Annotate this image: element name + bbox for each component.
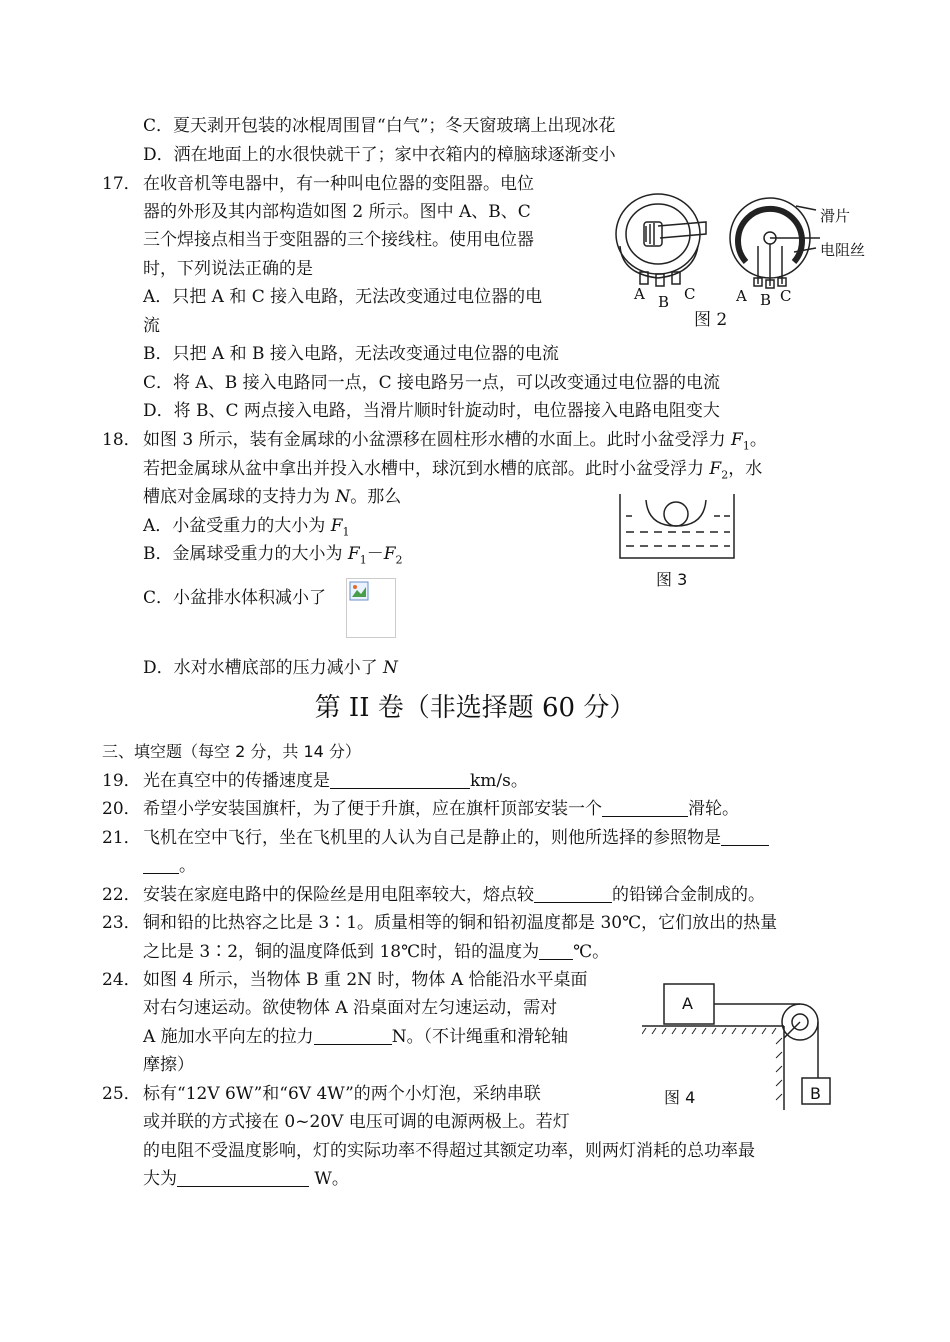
answer-blank[interactable] bbox=[314, 1024, 392, 1045]
q21-text: 飞机在空中飞行，坐在飞机里的人认为自己是静止的，则他所选择的参照物是 bbox=[143, 824, 769, 853]
q18-option-b: B．金属球受重力的大小为 $F_1-F_2$ bbox=[143, 544, 403, 567]
slider-label: 滑片 bbox=[820, 207, 851, 225]
q17-option-b: B．只把 A 和 B 接入电路，无法改变通过电位器的电流 bbox=[143, 344, 559, 364]
pin-c-label: C bbox=[780, 287, 792, 305]
q19-text: 光在真空中的传播速度是 km/s。 bbox=[143, 767, 528, 796]
q17-stem-line: 三个焊接点相当于变阻器的三个接线柱。使用电位器 bbox=[143, 230, 534, 250]
broken-image-placeholder bbox=[346, 578, 396, 638]
q23-number: 23． bbox=[102, 913, 141, 933]
q19-number: 19． bbox=[102, 771, 141, 791]
answer-blank[interactable] bbox=[534, 882, 612, 903]
pin-b-label: B bbox=[658, 293, 670, 311]
q24-line: A 施加水平向左的拉力 N。（不计绳重和滑轮轴 bbox=[143, 1023, 568, 1052]
answer-blank[interactable] bbox=[539, 939, 573, 960]
figure-3-water-tank bbox=[618, 492, 738, 592]
q18-stem-line: 槽底对金属球的支持力为 N。那么 bbox=[143, 487, 402, 507]
answer-blank[interactable] bbox=[143, 853, 179, 874]
q25-line: 的电阻不受温度影响，灯的实际功率不得超过其额定功率，则两灯消耗的总功率最 bbox=[143, 1141, 755, 1161]
q17-option-a: A．只把 A 和 C 接入电路，无法改变通过电位器的电 bbox=[143, 287, 543, 307]
q18-stem-line: 如图 3 所示，装有金属球的小盆漂移在圆柱形水槽的水面上。此时小盆受浮力 $F_1$。 bbox=[143, 430, 767, 453]
q24-line: 对右匀速运动。欲使物体 A 沿桌面对左匀速运动，需对 bbox=[143, 998, 558, 1018]
q22-number: 22． bbox=[102, 885, 141, 905]
q24-line: 摩擦） bbox=[143, 1055, 194, 1075]
q25-line: 大为 W。 bbox=[143, 1165, 349, 1194]
pin-a-label: A bbox=[634, 285, 645, 303]
q17-stem-line: 器的外形及其内部构造如图 2 所示。图中 A、B、C bbox=[143, 202, 531, 222]
answer-blank[interactable] bbox=[177, 1166, 309, 1187]
block-b-label: B bbox=[810, 1084, 821, 1103]
q17-option-a-cont: 流 bbox=[143, 316, 160, 336]
q17-number: 17． bbox=[102, 174, 141, 194]
q20-text: 希望小学安装国旗杆，为了便于升旗，应在旗杆顶部安装一个 滑轮。 bbox=[143, 795, 739, 824]
q17-stem-line: 在收音机等电器中，有一种叫电位器的变阻器。电位 bbox=[143, 174, 534, 194]
q16-option-c: C．夏天剥开包装的冰棍周围冒“白气”；冬天窗玻璃上出现冰花 bbox=[143, 116, 616, 136]
q22-text: 安装在家庭电路中的保险丝是用电阻率较大，熔点较 的铅锑合金制成的。 bbox=[143, 881, 765, 910]
q18-option-a: A．小盆受重力的大小为 $F_1$ bbox=[143, 516, 350, 539]
pin-a-label: A bbox=[736, 287, 747, 305]
q18-number: 18． bbox=[102, 430, 141, 450]
q21-number: 21． bbox=[102, 828, 141, 848]
q16-option-d: D．洒在地面上的水很快就干了；家中衣箱内的樟脑球逐渐变小 bbox=[143, 145, 616, 165]
q18-stem-line: 若把金属球从盆中拿出并投入水槽中，球沉到水槽的底部。此时小盆受浮力 $F_2$，水 bbox=[143, 459, 763, 482]
q25-number: 25． bbox=[102, 1084, 141, 1104]
answer-blank[interactable] bbox=[602, 796, 688, 817]
q24-line: 如图 4 所示，当物体 B 重 2N 时，物体 A 恰能沿水平桌面 bbox=[143, 970, 588, 990]
figure-2-caption: 图 2 bbox=[694, 310, 728, 330]
figure-3-caption: 图 3 bbox=[656, 570, 688, 589]
q17-stem-line: 时，下列说法正确的是 bbox=[143, 259, 313, 279]
answer-blank[interactable] bbox=[330, 768, 470, 789]
q18-option-c: C．小盆排水体积减小了 bbox=[143, 588, 327, 608]
q23-line: 之比是 3∶2，铜的温度降低到 18℃时，铅的温度为 ℃。 bbox=[143, 938, 609, 967]
q20-number: 20． bbox=[102, 799, 141, 819]
q17-option-c: C．将 A、B 接入电路同一点，C 接电路另一点，可以改变通过电位器的电流 bbox=[143, 373, 720, 393]
q21-text-cont: 。 bbox=[143, 852, 196, 881]
pin-b-label: B bbox=[760, 291, 772, 309]
resistance-wire-label: 电阻丝 bbox=[820, 241, 866, 259]
q24-number: 24． bbox=[102, 970, 141, 990]
q17-option-d: D．将 B、C 两点接入电路，当滑片顺时针旋动时，电位器接入电路电阻变大 bbox=[143, 401, 720, 421]
q25-line: 标有“12V 6W”和“6V 4W”的两个小灯泡，采纳串联 bbox=[143, 1084, 541, 1104]
pin-c-label: C bbox=[684, 285, 696, 303]
q25-line: 或并联的方式接在 0~20V 电压可调的电源两极上。若灯 bbox=[143, 1112, 570, 1132]
q18-option-d: D．水对水槽底部的压力减小了 N bbox=[143, 658, 398, 678]
answer-blank[interactable] bbox=[721, 825, 769, 846]
figure-4-pulley bbox=[642, 982, 842, 1112]
section-three-heading: 三、填空题（每空 2 分，共 14 分） bbox=[102, 742, 361, 761]
figure-4-caption: 图 4 bbox=[664, 1088, 696, 1107]
broken-image-icon bbox=[349, 581, 369, 601]
part-ii-title: 第 II 卷（非选择题 60 分） bbox=[314, 693, 636, 723]
block-a-label: A bbox=[682, 994, 693, 1013]
q23-line: 铜和铅的比热容之比是 3∶1。质量相等的铜和铅初温度都是 30℃，它们放出的热量 bbox=[143, 913, 778, 933]
water-tank-drawing bbox=[618, 492, 738, 562]
figure-2-potentiometer bbox=[610, 186, 880, 336]
